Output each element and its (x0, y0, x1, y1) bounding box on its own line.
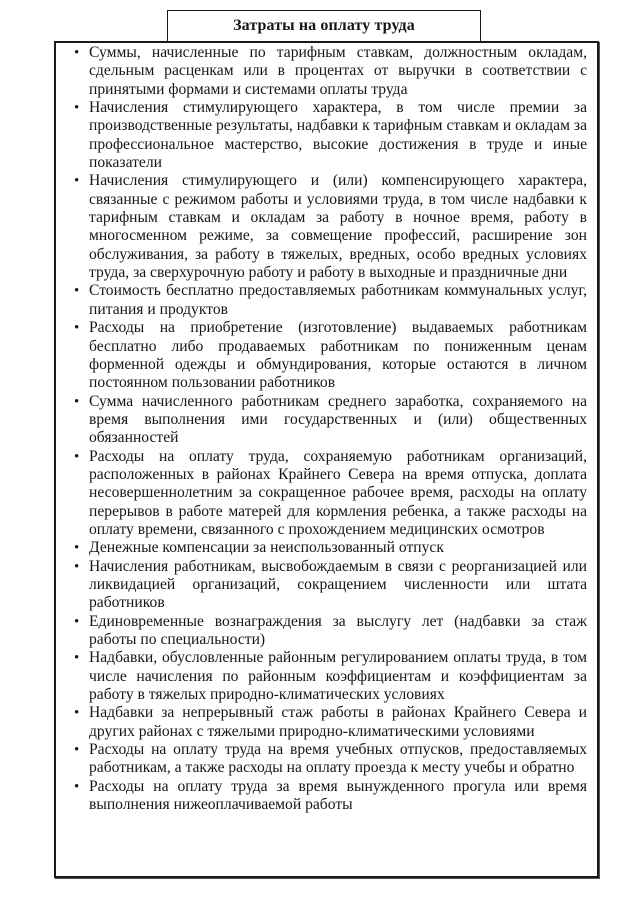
bullet-icon: • (74, 558, 80, 575)
document-title: Затраты на оплату труда (233, 17, 415, 34)
document-title-box (167, 10, 481, 41)
bullet-icon: • (74, 705, 80, 722)
bullet-icon: • (74, 742, 80, 759)
list-item-text: Расходы на оплату труда на время учебных отпусков, предоставляемых работникам, а также расходы на оплату проезда к месту учебы и обратно (89, 741, 587, 777)
list-item-text: Начисления стимулирующего характера, в том числе премии за производственные результаты, надбавки к тарифным ставкам и окладам за профессиональное мастерство, высокие достижения в труде и иные показатели (89, 99, 587, 172)
bullet-icon: • (74, 173, 80, 190)
list-item (74, 282, 587, 319)
bullet-icon: • (74, 320, 80, 337)
labor-costs-list (56, 43, 597, 814)
bullet-icon: • (74, 650, 80, 667)
bullet-icon: • (74, 100, 80, 117)
list-item-text: Расходы на приобретение (изготовление) выдаваемых работникам бесплатно либо продаваемых работникам по пониженным ценам форменной одежды и обмундирования, которые остаются в личном постоянном пользовании работников (89, 319, 587, 392)
bullet-icon: • (74, 45, 80, 61)
list-item-text: Единовременные вознаграждения за выслугу лет (надбавки за стаж работы по специальности) (89, 612, 587, 648)
list-item (74, 539, 587, 557)
bullet-icon: • (74, 393, 80, 410)
list-item (74, 319, 587, 392)
bullet-icon: • (74, 778, 80, 795)
list-item-text: Стоимость бесплатно предоставляемых работникам коммунальных услуг, питания и продуктов (89, 282, 587, 318)
bullet-icon: • (74, 283, 80, 300)
bullet-icon: • (74, 540, 80, 557)
list-item (74, 557, 587, 613)
bullet-icon: • (74, 613, 80, 630)
list-item (74, 649, 587, 704)
list-item-text: Расходы на оплату труда, сохраняемую работникам организаций, расположенных в районах Крайнего Севера на время отпуска, доплата несовершеннолетним за сокращенное рабочее время, расходы на оплату перерывов в работе матерей для кормления ребенка, а также расходы на оплату времени, связанного с прохождением медицинских осмотров (89, 447, 587, 538)
list-item (74, 741, 587, 778)
list-item (74, 447, 587, 540)
list-item (74, 99, 587, 172)
list-item (74, 612, 587, 650)
list-item-text: Расходы на оплату труда за время вынужденного прогула или время выполнения нижеоплачиваемой работы (89, 777, 587, 814)
list-item (74, 777, 587, 815)
list-item-text: Надбавки, обусловленные районным регулированием оплаты труда, в том числе начисления по районным коэффициентам и коэффициентам за работу в тяжелых природно-климатических условиях (89, 649, 587, 704)
list-item (74, 172, 587, 282)
bullet-icon: • (74, 448, 80, 465)
labor-costs-list-box (54, 41, 599, 878)
list-item-text: Денежные компенсации за неиспользованный отпуск (89, 539, 444, 557)
list-item-text: Начисления работникам, высвобождаемым в связи с реорганизацией или ликвидацией организаций, сокращением численности или штата работников (89, 557, 587, 612)
list-item (74, 704, 587, 741)
list-item-text: Надбавки за непрерывный стаж работы в районах Крайнего Севера и других районах с тяжелыми природно-климатическими условиями (89, 704, 587, 740)
list-item-text: Сумма начисленного работникам среднего заработка, сохраняемого на время выполнения ими государственных и (или) общественных обязанностей (89, 392, 587, 447)
list-item-text: Суммы, начисленные по тарифным ставкам, должностным окладам, сдельным расценкам или в процентах от выручки в соответствии с принятыми формами и системами оплаты труда (89, 44, 587, 98)
list-item (74, 44, 587, 99)
list-item-text: Начисления стимулирующего и (или) компенсирующего характера, связанные с режимом работы и условиями труда, в том числе надбавки к тарифным ставкам и окладам за работу в ночное время, работу в многосменном режиме, за совмещение профессий, расширение зон обслуживания, за работу в тяжелых, вредных, особо вредных условиях труда, за сверхурочную работу и работу в выходные и праздничные дни (89, 172, 587, 282)
list-item (74, 392, 587, 448)
